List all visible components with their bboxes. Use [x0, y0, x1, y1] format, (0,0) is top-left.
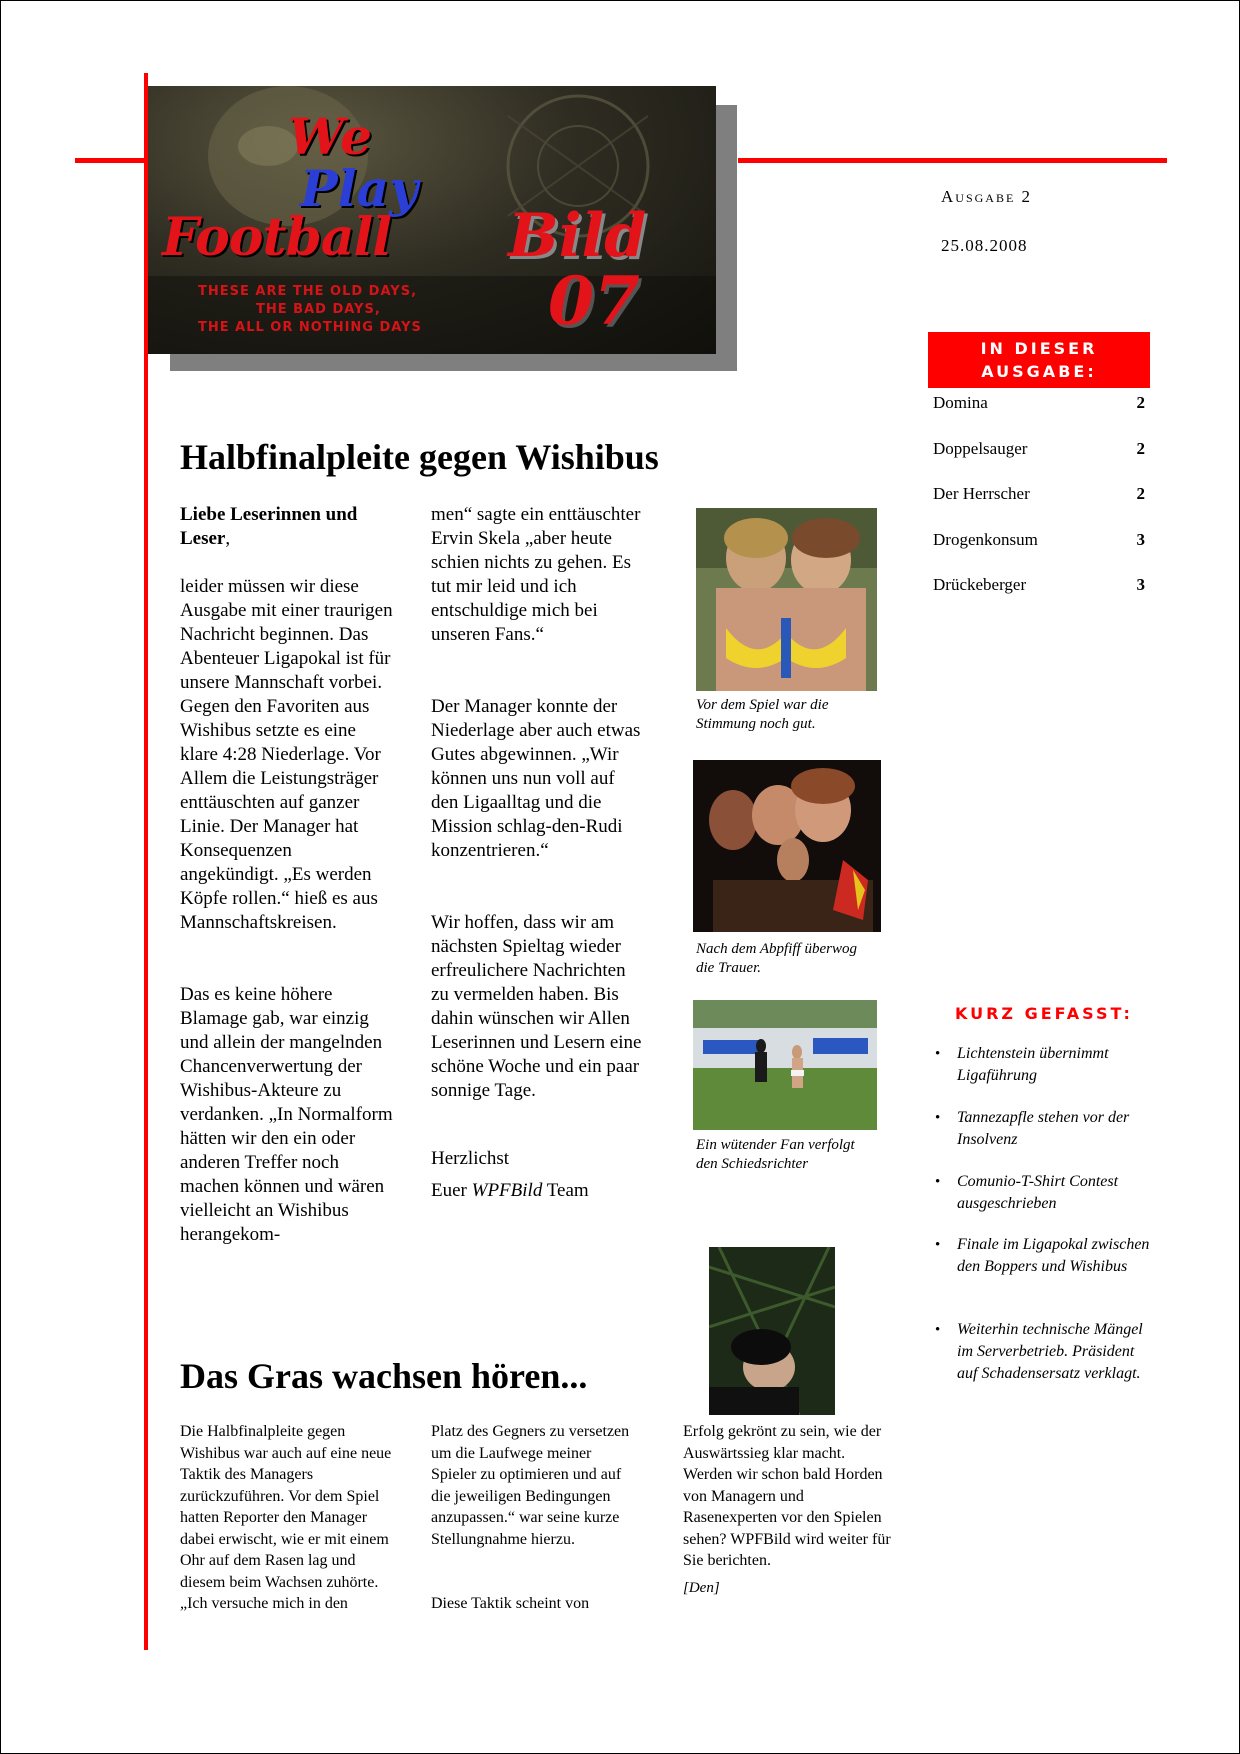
article1-headline: Halbfinalpleite gegen Wishibus [180, 437, 659, 477]
photo-caption-2: Nach dem Abpfiff überwog die Trauer. [696, 941, 857, 976]
article1-greeting-punct: , [225, 528, 231, 549]
red-horizontal-rule-left [75, 158, 147, 163]
article1-greeting: Liebe Leserinnen und Leser [180, 504, 358, 549]
issue-date: 25.08.2008 [941, 236, 1028, 255]
article2-headline: Das Gras wachsen hören... [180, 1356, 588, 1396]
article1-signoff: Herzlichst [431, 1148, 510, 1169]
article2-paragraph: Diese Taktik scheint von [431, 1595, 590, 1612]
toc-item[interactable] [933, 389, 1145, 435]
masthead-word-we: We [288, 107, 372, 166]
masthead-number: 07 [548, 262, 640, 340]
kurz-item: • Tannezapfle stehen vor der Insolvenz [957, 1107, 1152, 1151]
article2-column-2 [431, 1421, 631, 1615]
kurz-gefasst-heading: KURZ GEFASST: [955, 1004, 1133, 1023]
article1-paragraph: men“ sagte ein enttäuschter Ervin Skela „aber heute schien nichts zu gehen. Es tut mir leid und ich entschuldige mich bei unseren Fans.“ [431, 504, 641, 645]
article1-paragraph: leider müssen wir diese Ausgabe mit einer traurigen Nachricht beginnen. Das Abenteuer Ligapokal ist für unsere Mannschaft vorbei. Gegen den Favoriten aus Wishibus setzte es eine klare 4:28 Niederlage. Vor Allem die Leistungsträger enttäuschten auf ganzer Linie. Der Manager hat Konsequenzen angekündigt. „Es werden Köpfe rollen.“ hieß es aus Mannschaftskreisen. [180, 576, 393, 933]
toc-item-title: Drogenkonsum [933, 529, 1038, 549]
masthead-slogan-line-2: THE BAD DAYS, [256, 302, 381, 317]
toc-item-page: 3 [1136, 529, 1145, 549]
article2-paragraph: Die Halbfinalpleite gegen Wishibus war auch auf eine neue Taktik des Managers zurückzuführen. Vor dem Spiel hatten Reporter den Manager dabei erwischt, wie er mit einem Ohr auf dem Rasen lag und diesem beim Wachsen zuhörte. „Ich versuche mich in den [180, 1423, 392, 1612]
photo-fans-after-match [693, 760, 881, 932]
kurz-item: • Finale im Ligapokal zwischen den Boppers und Wishibus [957, 1234, 1152, 1278]
toc-item[interactable] [933, 480, 1145, 526]
photo-fans-before-match [696, 508, 877, 691]
masthead-slogan-line-1: THESE ARE THE OLD DAYS, [198, 284, 418, 299]
signature-prefix: Euer [431, 1180, 472, 1201]
kurz-item: • Weiterhin technische Mängel im Serverbetrieb. Präsident auf Schadensersatz verklagt. [957, 1319, 1152, 1385]
article1-signature [431, 1179, 646, 1203]
toc-heading-line-1: IN DIESER [980, 339, 1098, 358]
kurz-item: • Comunio-T-Shirt Contest ausgeschrieben [957, 1171, 1152, 1215]
masthead-word-bild: Bild [508, 201, 647, 271]
photo-caption-3: Ein wütender Fan verfolgt den Schiedsrichter [696, 1137, 855, 1172]
signature-suffix: Team [542, 1180, 589, 1201]
photo-fan-chasing-referee [693, 1000, 877, 1130]
toc-item[interactable] [933, 526, 1145, 572]
article2-author: [Den] [683, 1579, 720, 1596]
masthead-banner [148, 86, 716, 354]
toc-item-title: Drückeberger [933, 575, 1027, 594]
red-horizontal-rule-right [738, 158, 1167, 163]
article2-column-1 [180, 1421, 395, 1615]
toc-heading [928, 332, 1150, 388]
issue-label: Ausgabe 2 [941, 187, 1033, 206]
toc-item[interactable] [933, 571, 1145, 617]
toc-heading-line-2: AUSGABE: [981, 362, 1097, 381]
toc-item-page: 2 [1136, 438, 1145, 458]
article1-paragraph: Der Manager konnte der Niederlage aber auch etwas Gutes abgewinnen. „Wir können uns nun voll auf den Ligaalltag und die Mission schlag-den-Rudi konzentrieren.“ [431, 696, 641, 861]
signature-name: WPFBild [471, 1180, 543, 1201]
article1-paragraph: Das es keine höhere Blamage gab, war einzig und allein der mangelnden Chancenverwertung der Wishibus-Akteure zu verdanken. „In Normalform hätten wir den ein oder anderen Treffer noch machen können und wären vielleicht an Wishibus herangekom- [180, 984, 393, 1245]
masthead-slogan-line-3: THE ALL OR NOTHING DAYS [198, 320, 422, 335]
toc-item-title: Domina [933, 393, 988, 412]
article2-paragraph: Erfolg gekrönt zu sein, wie der Auswärtssieg klar macht. Werden wir schon bald Horden von Managern und Rasenexperten vor den Spielen sehen? WPFBild wird weiter für Sie berichten. [683, 1423, 891, 1569]
article1-column-1 [180, 503, 395, 1247]
photo-caption-1: Vor dem Spiel war die Stimmung noch gut. [696, 697, 829, 732]
article2-paragraph: Platz des Gegners zu versetzen um die Laufwege meiner Spieler zu optimieren und auf die jeweiligen Bedingungen anzupassen.“ war seine kurze Stellungnahme hierzu. [431, 1423, 630, 1548]
article1-paragraph: Wir hoffen, dass wir am nächsten Spieltag wieder erfreulichere Nachrichten zu vermelden haben. Bis dahin wünschen wir Allen Leserinnen und Lesern eine schöne Woche und ein paar sonnige Tage. [431, 912, 642, 1101]
toc-item-title: Doppelsauger [933, 438, 1028, 458]
toc-item-page: 2 [1136, 484, 1145, 503]
masthead-word-play: Play [300, 159, 419, 218]
toc-item-page: 3 [1136, 575, 1145, 594]
toc-item-page: 2 [1136, 393, 1145, 412]
toc-item-title: Der Herrscher [933, 484, 1030, 503]
toc-list [933, 389, 1145, 617]
toc-item[interactable] [933, 435, 1145, 481]
kurz-item: • Lichtenstein übernimmt Ligaführung [957, 1043, 1152, 1087]
masthead-word-football: Football [162, 207, 392, 268]
photo-manager-on-grass [709, 1247, 835, 1415]
article1-column-2 [431, 503, 646, 1203]
article2-column-3 [683, 1421, 898, 1599]
